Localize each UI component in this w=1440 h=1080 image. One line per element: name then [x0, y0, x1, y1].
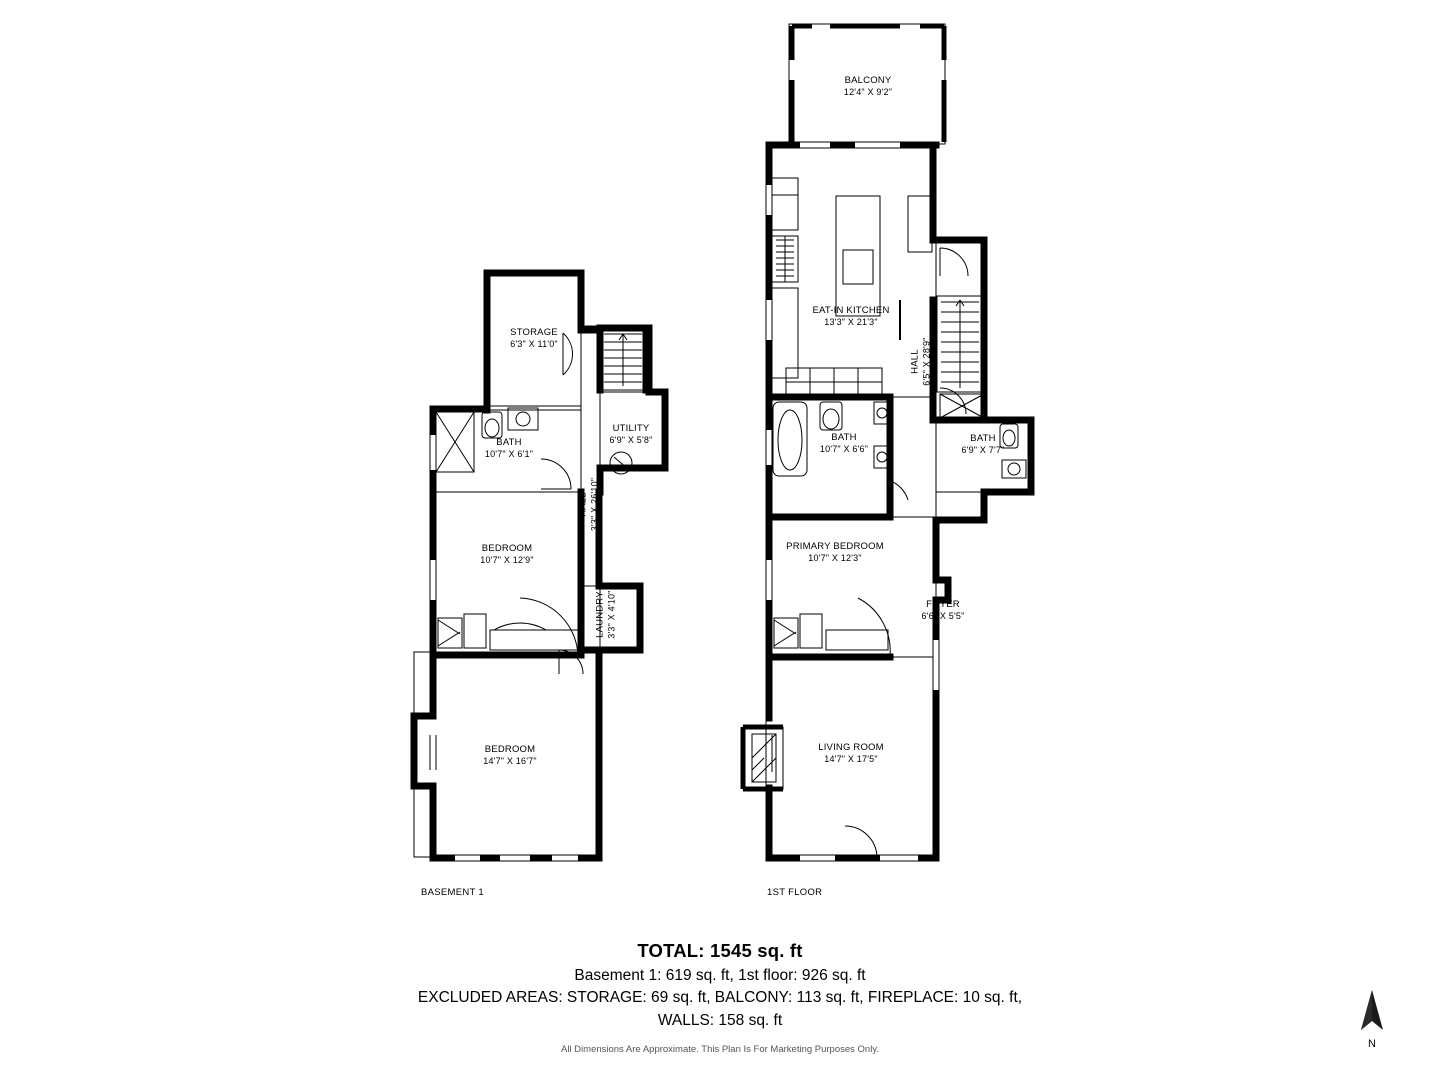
room-dimensions: 10'7" X 6'1": [484, 448, 534, 459]
room-name: PRIMARY BEDROOM: [786, 541, 884, 552]
room-label-storage: [480, 327, 588, 350]
room-name: BATH: [831, 432, 857, 443]
floor-title-first-floor: 1ST FLOOR: [767, 887, 823, 898]
room-label-balcony: [813, 75, 923, 98]
total-area: TOTAL: 1545 sq. ft: [637, 940, 803, 961]
excluded-areas: EXCLUDED AREAS: STORAGE: 69 sq. ft, BALCONY: 113 sq. ft, FIREPLACE: 10 sq. ft,: [417, 989, 1023, 1007]
room-dimensions: 6'9" X 7'7": [961, 444, 1005, 455]
walls-area: WALLS: 158 sq. ft: [657, 1011, 783, 1029]
room-dimensions: 3'3" X 26'10": [589, 477, 600, 532]
room-name: BATH: [496, 437, 522, 448]
room-label-basement-bedroom-1: [453, 543, 561, 566]
room-dimensions: 14'7" X 17'5": [824, 753, 878, 764]
compass: [1352, 990, 1392, 1050]
room-label-basement-hall: [577, 445, 600, 565]
room-label-primary-bedroom: [772, 541, 898, 564]
room-label-living-room: [795, 742, 907, 765]
room-name: LIVING ROOM: [818, 742, 884, 753]
floor-title-basement: BASEMENT 1: [421, 887, 485, 898]
room-dimensions: 6'3" X 11'0": [510, 338, 558, 349]
room-label-utility: [586, 423, 676, 446]
room-dimensions: 6'5" X 28'9": [921, 337, 932, 386]
room-dimensions: 10'7" X 6'6": [819, 443, 869, 454]
room-label-first-floor-hall: [909, 302, 932, 422]
room-name: UTILITY: [612, 423, 650, 434]
room-label-eat-in-kitchen: [790, 305, 912, 328]
compass-label: N: [1368, 1038, 1376, 1050]
room-dimensions: 10'7" X 12'3": [808, 552, 862, 563]
room-dimensions: 6'6" X 5'5": [921, 610, 965, 621]
room-label-laundry: [594, 560, 617, 670]
room-name: HALL: [909, 349, 921, 374]
room-name: LAUNDRY: [594, 591, 606, 638]
room-name: HALL: [577, 492, 589, 517]
room-label-first-floor-bath: [790, 432, 898, 455]
floor-breakdown: Basement 1: 619 sq. ft, 1st floor: 926 sq. ft: [574, 967, 866, 984]
room-dimensions: 12'4" X 9'2": [843, 86, 893, 97]
room-label-basement-bedroom-2: [455, 744, 565, 767]
room-dimensions: 14'7" X 16'7": [483, 755, 537, 766]
north-arrow-icon: [1352, 990, 1392, 1036]
room-label-basement-bath: [455, 437, 563, 460]
room-label-foyer: [900, 599, 986, 622]
room-name: STORAGE: [510, 327, 558, 338]
room-name: BATH: [970, 433, 996, 444]
room-name: EAT-IN KITCHEN: [812, 305, 890, 316]
room-label-first-floor-bath-2: [935, 433, 1031, 456]
room-name: FOYER: [926, 599, 960, 610]
room-name: BALCONY: [844, 75, 892, 86]
disclaimer-text: All Dimensions Are Approximate. This Plan Is For Marketing Purposes Only.: [560, 1044, 880, 1056]
room-dimensions: 3'3" X 4'10": [606, 590, 617, 639]
area-summary: [0, 940, 1440, 1055]
room-name: BEDROOM: [481, 543, 533, 554]
room-dimensions: 6'9" X 5'8": [609, 434, 653, 445]
room-dimensions: 13'3" X 21'3": [824, 316, 878, 327]
room-name: BEDROOM: [484, 744, 536, 755]
room-dimensions: 10'7" X 12'9": [480, 554, 534, 565]
